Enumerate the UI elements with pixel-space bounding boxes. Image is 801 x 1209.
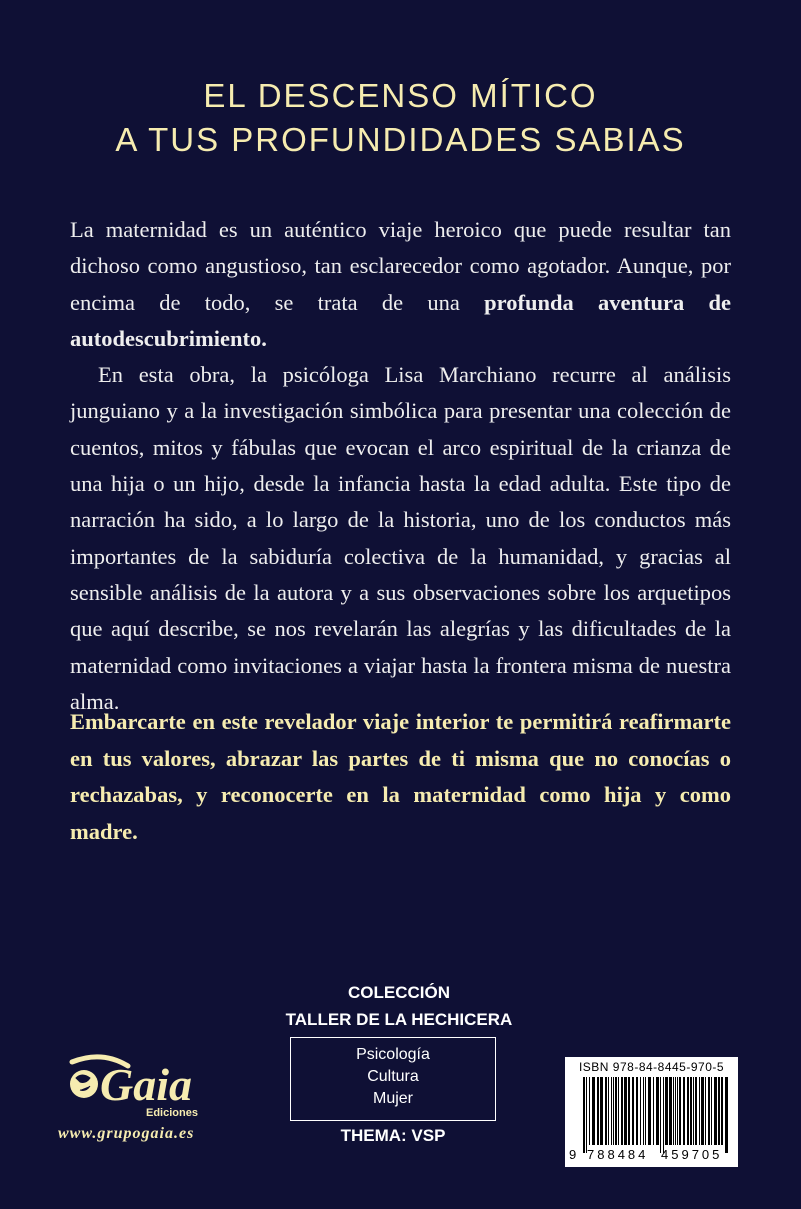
headline-line-2: A TUS PROFUNDIDADES SABIAS	[115, 121, 686, 158]
barcode-right-digits: 459705	[661, 1147, 723, 1162]
barcode-bar	[648, 1077, 651, 1145]
barcode-bar	[714, 1077, 717, 1145]
globe-icon	[70, 1070, 98, 1098]
barcode-bar	[673, 1077, 674, 1145]
logo-subtitle: Ediciones	[146, 1107, 198, 1119]
category-box	[290, 1037, 496, 1121]
barcode-bar	[583, 1077, 585, 1153]
headline-line-1: EL DESCENSO MÍTICO	[203, 77, 598, 114]
barcode-bar	[589, 1077, 590, 1145]
publisher-website[interactable]: www.grupogaia.es	[58, 1125, 195, 1142]
barcode-bar	[640, 1077, 641, 1145]
synopsis-paragraph-1	[70, 212, 731, 357]
category-item: Psicología	[356, 1046, 430, 1063]
barcode-bar	[628, 1077, 630, 1145]
barcode-bar	[687, 1077, 689, 1145]
barcode-bar	[605, 1077, 607, 1145]
synopsis	[70, 212, 731, 720]
barcode-bar	[645, 1077, 646, 1145]
logo-wordmark: Gaia	[100, 1059, 192, 1110]
barcode-bar	[683, 1077, 685, 1145]
synopsis-p1-text: La maternidad es un auténtico viaje heroico que puede resultar tan dichoso como angustioso, tan esclarecedor como agotador. Aunque, por encima de todo, se trata de una	[70, 217, 731, 315]
barcode-bar	[636, 1077, 638, 1145]
barcode-bars	[569, 1077, 734, 1153]
barcode-left-digits: 788484	[587, 1147, 649, 1162]
collection-title	[200, 979, 598, 1033]
barcode-bar	[624, 1077, 627, 1145]
barcode-bar	[725, 1077, 728, 1153]
barcode-bar	[693, 1077, 694, 1145]
barcode-bar	[592, 1077, 595, 1145]
isbn-number: ISBN 978-84-8445-970-5	[578, 1060, 725, 1074]
barcode-bar	[611, 1077, 612, 1145]
thema-code: THEMA: VSP	[340, 1126, 446, 1145]
barcode-bar	[653, 1077, 654, 1145]
barcode-bar	[660, 1077, 661, 1153]
barcode-bar	[600, 1077, 603, 1145]
barcode-bar	[632, 1077, 634, 1145]
gaia-ediciones-logo	[62, 1050, 212, 1120]
barcode-bar	[615, 1077, 617, 1145]
barcode-bar	[708, 1077, 710, 1145]
barcode-bar	[656, 1077, 659, 1145]
back-cover-headline	[0, 74, 801, 162]
collection-label: COLECCIÓN	[348, 983, 450, 1002]
barcode-first-digit: 9	[569, 1147, 577, 1162]
barcode-bar	[690, 1077, 692, 1145]
barcode-bar	[701, 1077, 704, 1145]
highlight-paragraph: Embarcarte en este revelador viaje interior te permitirá reafirmarte en tus valores, abrazar las partes de ti misma que no conocías o rechazabas, y reconocerte en la maternidad como hija y como madre.	[70, 709, 731, 844]
barcode-bar	[718, 1077, 720, 1145]
barcode-bar	[669, 1077, 672, 1145]
barcode-bar	[695, 1077, 697, 1145]
barcode-bar	[665, 1077, 668, 1145]
collection-name: TALLER DE LA HECHICERA	[285, 1010, 513, 1029]
category-item: Mujer	[372, 1090, 413, 1107]
barcode-bar	[677, 1077, 678, 1145]
barcode-bar	[608, 1077, 609, 1145]
synopsis-paragraph-2: En esta obra, la psicóloga Lisa Marchiano recurre al análisis junguiano y a la investigación simbólica para presentar una colección de cuentos, mitos y fábulas que evocan el arco espiritual de la crianza de una hija o un hijo, desde la infancia hasta la edad adulta. Este tipo de narración ha sido, a lo largo de la historia, uno de los conductos más importantes de la sabiduría colectiva de la humanidad, y gracias al sensible análisis de la autora y a sus observaciones sobre los arquetipos que aquí describe, se nos revelarán las alegrías y las dificultades de la maternidad como invitaciones a viajar hasta la frontera misma de nuestra alma.	[70, 362, 731, 714]
barcode-bar	[586, 1077, 587, 1153]
barcode-bar	[721, 1077, 723, 1145]
isbn-barcode	[565, 1057, 738, 1167]
category-item: Cultura	[367, 1068, 419, 1085]
barcode-bar	[618, 1077, 619, 1145]
barcode-bar	[679, 1077, 681, 1145]
barcode-bar	[643, 1077, 644, 1145]
barcode-bar	[663, 1077, 664, 1153]
barcode-bar	[613, 1077, 614, 1145]
barcode-bar	[705, 1077, 706, 1145]
barcode-bar	[699, 1077, 700, 1145]
barcode-bar	[711, 1077, 712, 1145]
barcode-bar	[597, 1077, 599, 1145]
synopsis-p1-emphasis: profunda aventura de autodescubrimiento.	[70, 289, 732, 351]
barcode-bar	[621, 1077, 623, 1145]
barcode-bar	[675, 1077, 676, 1145]
